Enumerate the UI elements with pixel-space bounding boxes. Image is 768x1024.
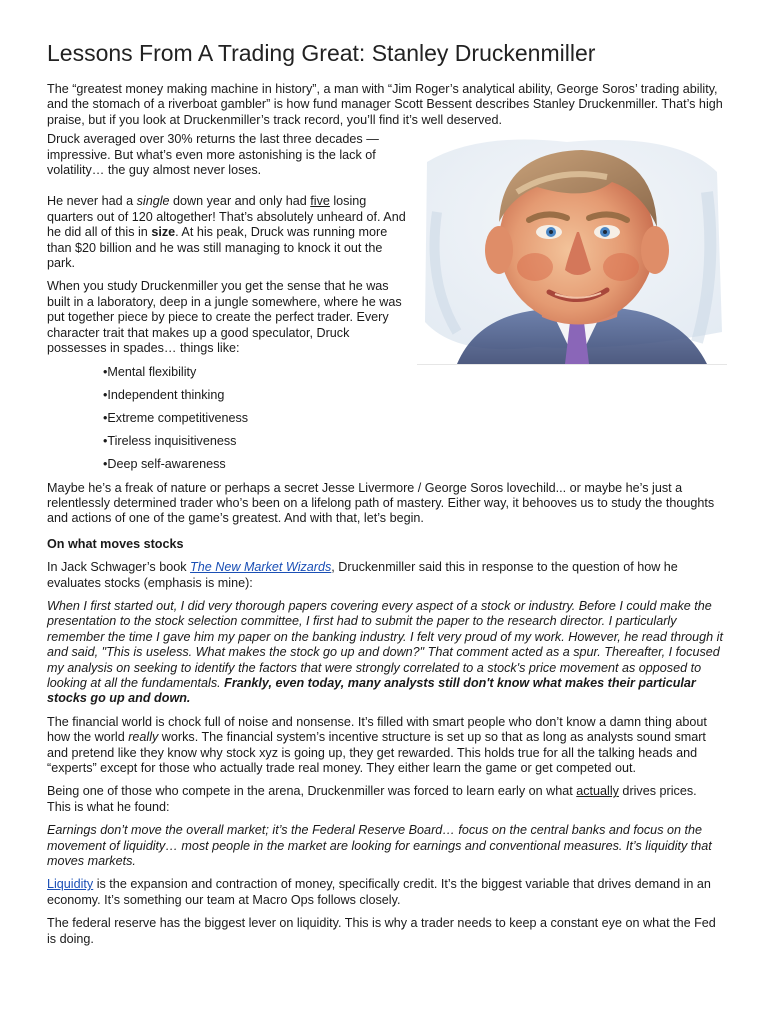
emphasis-actually: actually — [576, 784, 619, 799]
watercolor-portrait-illustration — [417, 132, 727, 364]
returns-paragraph: Druck averaged over 30% returns the last three decades — impressive. But what’s even more astonishing is the lack of volatility… the guy almost never loses. — [47, 132, 379, 178]
article — [47, 38, 723, 955]
quote-text: When I first started out, I did very thorough papers covering every aspect of a stock or industry. Before I could make the presentation to the stock selection committee, I first had to submit the paper to the research director. I particularly remember the time I gave him my paper on the banking industry. I felt very proud of my work. However, he read through it and said, "This is useless. What makes the stock go up and down?" That comment acted as a spur. Thereafter, I focused my analysis on seeking to identify the factors that were strongly correlated to a stock's price movement as opposed to looking at all the fundamentals. — [47, 598, 723, 690]
emphasis-five: five — [310, 194, 330, 209]
text-span: drives prices. This is what he found: — [47, 784, 697, 814]
book-link[interactable]: The New Market Wizards — [190, 560, 332, 575]
emphasis-really: really — [128, 730, 159, 745]
traits-list — [47, 365, 723, 473]
portrait-section — [47, 132, 723, 356]
emphasis-size: size — [151, 225, 176, 240]
quote-emphasis: Frankly, even today, many analysts still don't know what makes their particular stocks go up and down. — [47, 675, 696, 706]
liquidity-quote: Earnings don’t move the overall market; it’s the Federal Reserve Board… focus on the central banks and focus on the movement of liquidity… most people in the market are looking for earnings and conventional measures. It’s liquidity that moves markets. — [47, 823, 712, 869]
text-span: In Jack Schwager’s book — [47, 560, 191, 575]
list-item: •Independent thinking — [103, 387, 225, 402]
liquidity-paragraph — [47, 877, 723, 908]
study-paragraph: When you study Druckenmiller you get the sense that he was built in a laboratory, deep in a jungle somewhere, where he was put together piece by piece to create the perfect trader. Every character trait that makes up a good speculator, Druck possesses in spades… things like: — [47, 279, 402, 356]
text-span: . At his peak, Druck was running more than $20 billion and he was still managing to knock it out the park. — [47, 225, 388, 271]
arena-paragraph — [47, 784, 723, 815]
emphasis-single: single — [136, 194, 170, 209]
freak-of-nature-paragraph: Maybe he’s a freak of nature or perhaps a secret Jesse Livermore / George Soros lovechild... or maybe he’s just a relentlessly determined trader who’s been on a lifelong path of mastery. Either way, it behooves us to study the thoughts and actions of one of the game’s greatest. And with that, let’s begin. — [47, 480, 715, 526]
druckenmiller-quote — [47, 599, 723, 707]
text-span: The financial world is chock full of noise and nonsense. It’s filled with smart people who don’t know a damn thing about how the world — [47, 714, 707, 745]
list-item: •Tireless inquisitiveness — [103, 434, 237, 449]
text-span: He never had a — [47, 194, 137, 209]
fed-paragraph: The federal reserve has the biggest lever on liquidity. This is why a trader needs to keep a constant eye on what the Fed is doing. — [47, 916, 716, 946]
text-span: down year and only had — [169, 194, 311, 209]
text-span: is the expansion and contraction of money, specifically credit. It’s the biggest variable that drives demand in an economy. It’s something our team at Macro Ops follows closely. — [47, 877, 711, 907]
text-span: works. The financial system’s incentive structure is set up so that as long as analysts sound smart and pretend like they know why stock xyz is going up, they get rewarded. This holds true for all the talking heads and “experts” except for those who actually trade real money. They either learn the game or get competed out. — [47, 730, 706, 776]
liquidity-link[interactable]: Liquidity — [47, 877, 94, 892]
druckenmiller-portrait — [417, 132, 727, 365]
schwager-paragraph — [47, 560, 723, 591]
noise-paragraph — [47, 715, 723, 777]
intro-paragraph: The “greatest money making machine in history”, a man with “Jim Roger’s analytical ability, George Soros’ trading ability, and the stomach of a riverboat gambler” is how fund manager Scott Bessent describes Stanley Druckenmiller. That’s high praise, but if you look at Druckenmiller’s track record, you’ll find it’s well deserved. — [47, 82, 723, 127]
section-heading: On what moves stocks — [47, 536, 184, 551]
text-span: Being one of those who compete in the arena, Druckenmiller was forced to learn early on what — [47, 784, 577, 799]
page-title: Lessons From A Trading Great: Stanley Druckenmiller — [47, 40, 596, 66]
list-item: •Extreme competitiveness — [103, 410, 249, 425]
list-item: •Mental flexibility — [103, 364, 197, 379]
text-span: , Druckenmiller said this in response to the question of how he evaluates stocks (emphasis is mine): — [47, 560, 678, 590]
text-span: losing quarters out of 120 altogether! That’s absolutely unheard of. And he did all of this in — [47, 194, 406, 240]
list-item: •Deep self-awareness — [103, 457, 226, 472]
